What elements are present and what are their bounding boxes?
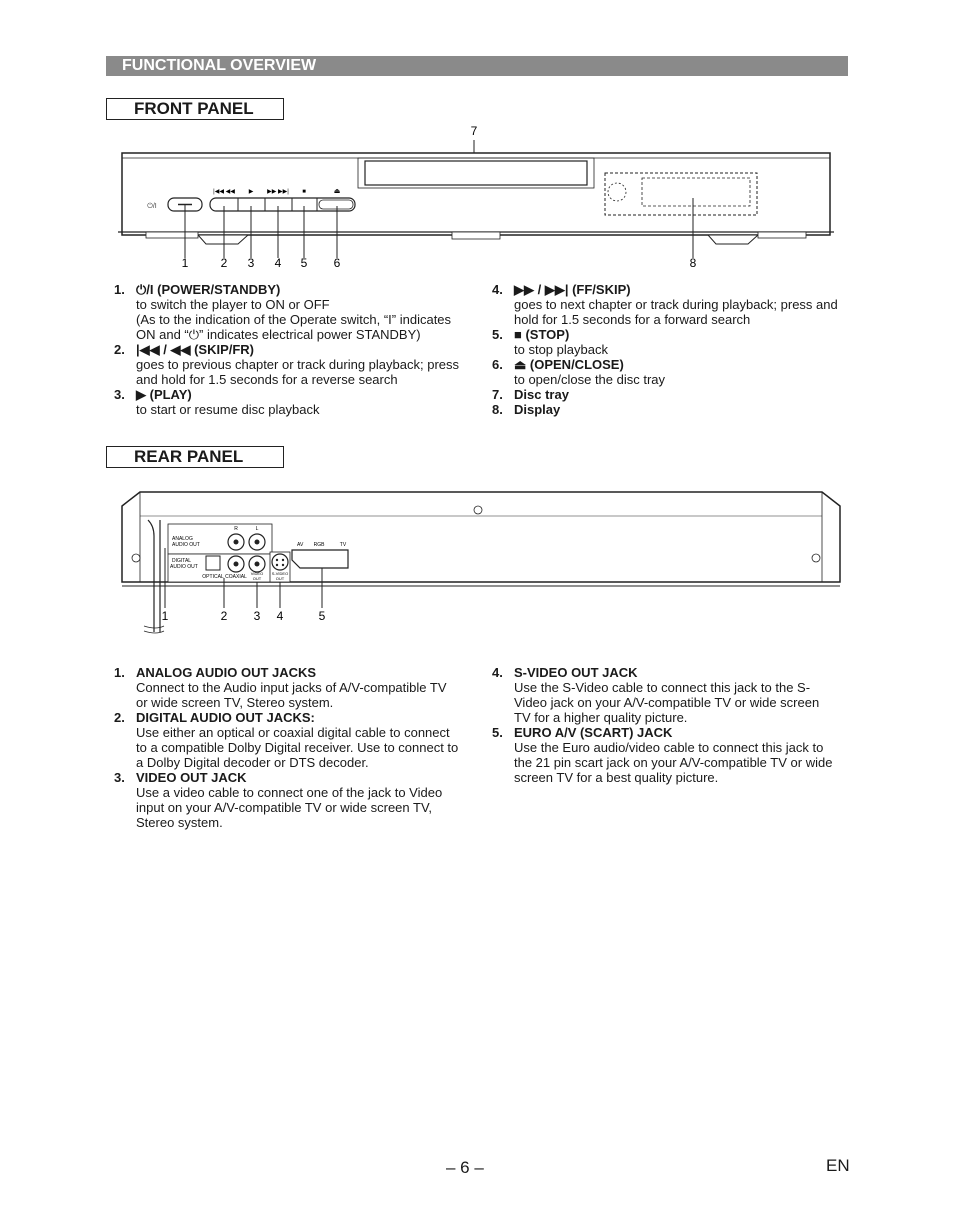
rear-callout-1: 1 — [161, 609, 169, 623]
svideo-jack — [272, 554, 288, 570]
optical-label: OPTICAL — [202, 574, 224, 580]
rear-items-left — [114, 665, 474, 830]
scart-tv-label: TV — [339, 542, 347, 548]
video-label-2: OUT — [252, 576, 262, 581]
language-tag: EN — [826, 1156, 850, 1175]
rear-callout-2: 2 — [220, 609, 228, 623]
video-label-1: VIDEO — [250, 571, 264, 576]
front-items-left — [114, 282, 474, 417]
analog-l-label: L — [255, 526, 259, 532]
digital-label-2: AUDIO OUT — [170, 564, 198, 570]
stop-icon: ■ — [302, 189, 306, 195]
rear-panel-heading: REAR PANEL — [134, 447, 244, 466]
rear-panel-heading-box — [106, 446, 284, 468]
front-callout-8: 8 — [689, 256, 697, 270]
digital-label-1: DIGITAL — [172, 558, 192, 564]
rear-item-3: 3. VIDEO OUT JACK Use a video cable to connect one of the jack to Video input on your A/V-compatible TV or wide screen TV, Stereo system. — [114, 770, 443, 830]
front-callout-1: 1 — [181, 256, 189, 270]
section-title: FUNCTIONAL OVERVIEW — [122, 57, 317, 74]
rear-callout-4: 4 — [276, 609, 284, 623]
front-callout-7: 7 — [470, 124, 478, 138]
front-panel-heading-box — [106, 98, 284, 120]
front-item-1: 1. ⏻/I (POWER/STANDBY) to switch the player to ON or OFF (As to the indication of the Operate switch, “I” indicates ON and “⏻” indicates electrical power STANDBY) — [114, 282, 452, 342]
svideo-label-2: OUT — [275, 576, 285, 581]
coaxial-label: COAXIAL — [225, 574, 247, 580]
rear-item-1: 1. ANALOG AUDIO OUT JACKS Connect to the Audio input jacks of A/V-compatible TV or wide screen TV, Stereo system. — [114, 665, 447, 710]
front-item-5: 5. ■ (STOP) to stop playback — [492, 327, 608, 357]
front-callout-5: 5 — [300, 256, 308, 270]
analog-label-2: AUDIO OUT — [172, 542, 200, 548]
disc-tray — [365, 161, 587, 185]
section-header-bar — [106, 56, 848, 76]
front-item-7: 7. Disc tray — [492, 387, 569, 402]
rear-panel-diagram — [110, 486, 850, 646]
front-panel-diagram — [110, 120, 850, 275]
scart-rgb-label: RGB — [313, 542, 325, 548]
power-icon-label: ⏻/I — [147, 203, 157, 210]
rear-items-right — [492, 665, 852, 785]
front-item-4: 4. ▶▶ / ▶▶| (FF/SKIP) goes to next chapter or track during playback; press and hold for 1.5 seconds for a forward search — [492, 282, 838, 327]
rear-item-4: 4. S-VIDEO OUT JACK Use the S-Video cable to connect this jack to the S- Video jack on your A/V-compatible TV or wide screen TV for a higher quality picture. — [492, 665, 820, 725]
front-callout-3: 3 — [247, 256, 255, 270]
eject-icon: ⏏ — [333, 188, 341, 195]
optical-jack — [206, 556, 220, 570]
front-items-right — [492, 282, 852, 417]
front-item-8: 8. Display — [492, 402, 561, 417]
front-panel-heading: FRONT PANEL — [134, 99, 254, 118]
front-item-6: 6. ⏏ (OPEN/CLOSE) to open/close the disc tray — [492, 357, 666, 387]
scart-av-label: AV — [297, 542, 304, 548]
analog-label-1: ANALOG — [172, 536, 193, 542]
page-number: – 6 – — [446, 1158, 484, 1177]
front-item-2: 2. |◀◀ / ◀◀ (SKIP/FR) goes to previous chapter or track during playback; press and hold for 1.5 seconds for a reverse search — [114, 342, 460, 387]
svideo-label-1: S-VIDEO — [271, 571, 289, 576]
rear-callout-3: 3 — [253, 609, 261, 623]
analog-r-label: R — [234, 526, 238, 532]
ff-icon: ▶▶ ▶▶| — [267, 189, 289, 195]
front-callout-6: 6 — [333, 256, 341, 270]
front-callout-2: 2 — [220, 256, 228, 270]
rear-item-5: 5. EURO A/V (SCART) JACK Use the Euro audio/video cable to connect this jack to the 21 pin scart jack on your A/V-compatible TV or wide screen TV for a best quality picture. — [492, 725, 833, 785]
play-icon: ▶ — [248, 189, 254, 195]
front-item-3: 3. ▶ (PLAY) to start or resume disc playback — [114, 387, 320, 417]
front-callout-4: 4 — [274, 256, 282, 270]
rear-item-2: 2. DIGITAL AUDIO OUT JACKS: Use either an optical or coaxial digital cable to connect to a compatible Dolby Digital receiver. Use to connect to a Dolby Digital decoder or DTS decoder. — [114, 710, 459, 770]
scart-jack — [292, 550, 348, 568]
skip-back-icon: |◀◀ ◀◀ — [213, 189, 235, 195]
rear-callout-5: 5 — [318, 609, 326, 623]
